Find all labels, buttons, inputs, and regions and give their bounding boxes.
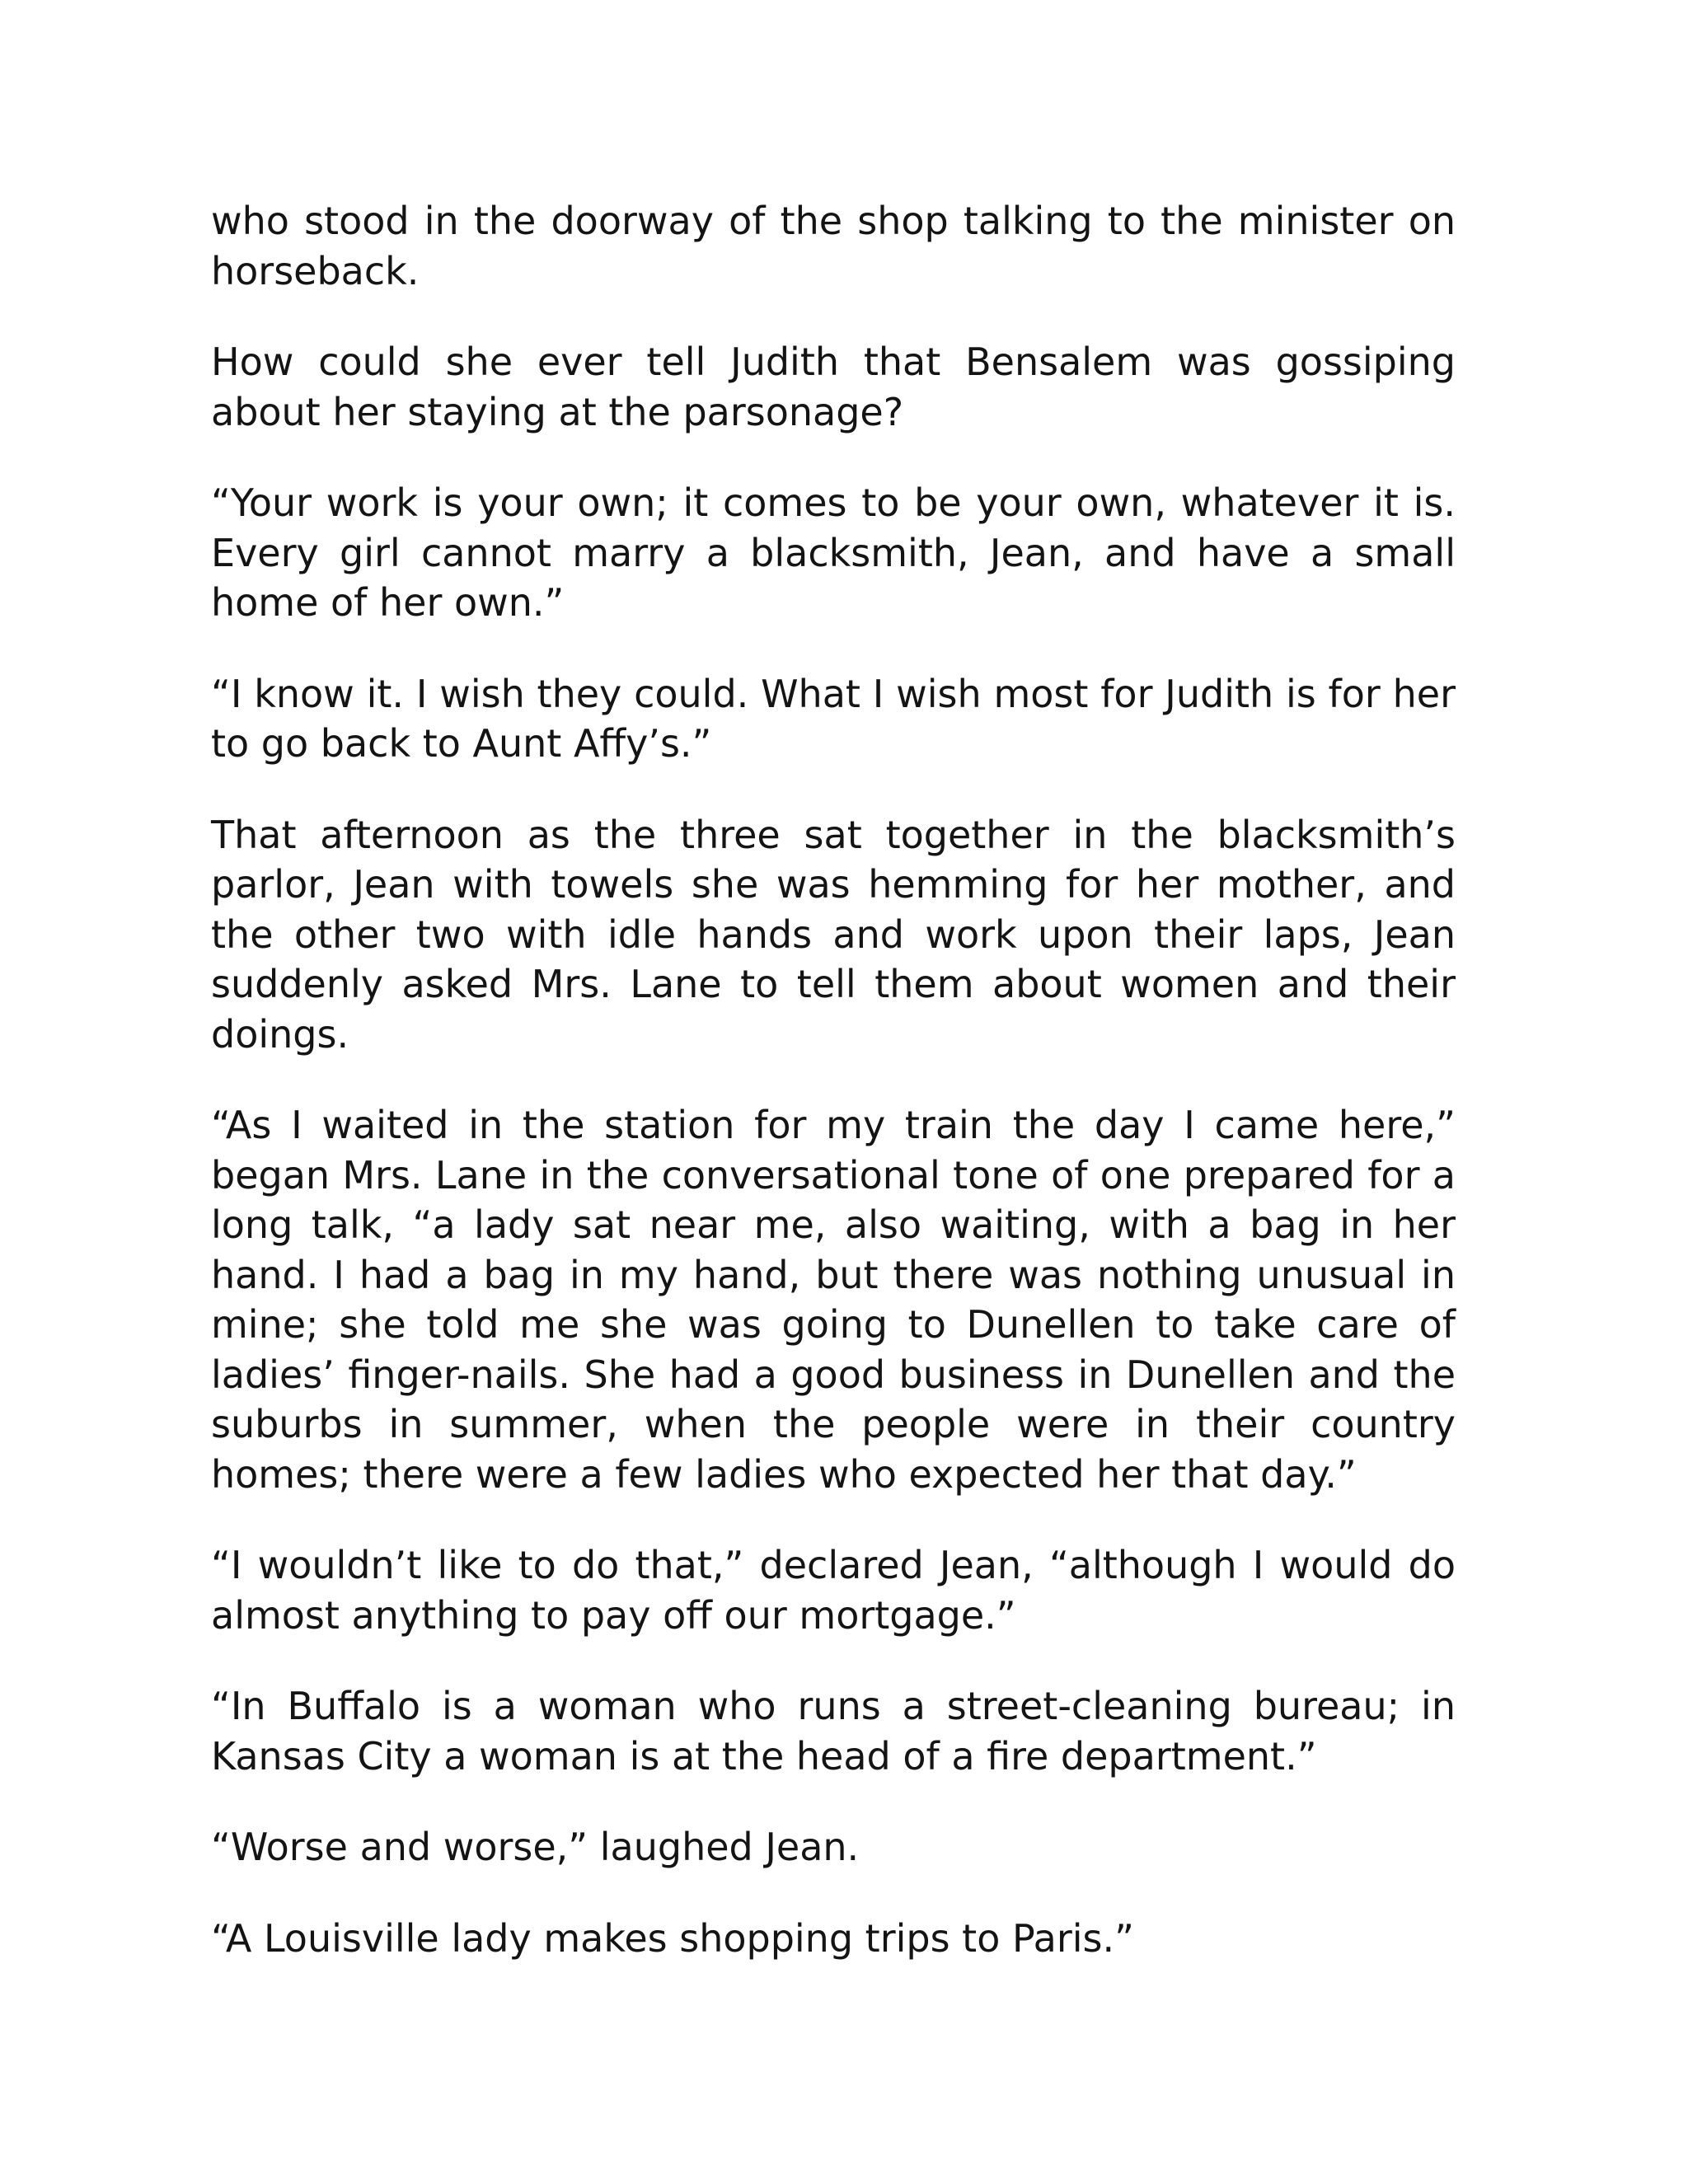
body-text: [211, 196, 1456, 2004]
paragraph: “I wouldn’t like to do that,” declared Jean, “although I would do almost anything to pay off our mortgage.”: [211, 1543, 1456, 1638]
paragraph: “Your work is your own; it comes to be your own, whatever it is. Every girl cannot marry a blacksmith, Jean, and have a small home of her own.”: [211, 480, 1456, 625]
paragraph: “In Buffalo is a woman who runs a street-cleaning bureau; in Kansas City a woman is at the head of a fire department.”: [211, 1684, 1456, 1779]
paragraph: How could she ever tell Judith that Bensalem was gossiping about her staying at the parsonage?: [211, 340, 1456, 434]
paragraph: who stood in the doorway of the shop talking to the minister on horseback.: [211, 199, 1456, 293]
paragraph: That afternoon as the three sat together in the blacksmith’s parlor, Jean with towels she was hemming for her mother, and the other two with idle hands and work upon their laps, Jean suddenly asked Mrs. Lane to tell them about women and their doings.: [211, 812, 1456, 1057]
paragraph: “As I waited in the station for my train the day I came here,” began Mrs. Lane in the conversational tone of one prepared for a long talk, “a lady sat near me, also waiting, with a bag in her hand. I had a bag in my hand, but there was nothing unusual in mine; she told me she was going to Dunellen to take care of ladies’ finger-nails. She had a good business in Dunellen and the suburbs in summer, when the people were in their country homes; there were a few ladies who expected her that day.”: [211, 1103, 1456, 1497]
paragraph: “A Louisville lady makes shopping trips to Paris.”: [211, 1915, 1134, 1961]
paragraph: “Worse and worse,” laughed Jean.: [211, 1825, 860, 1869]
paragraph: “I know it. I wish they could. What I wish most for Judith is for her to go back to Aunt Affy’s.”: [211, 671, 1456, 766]
